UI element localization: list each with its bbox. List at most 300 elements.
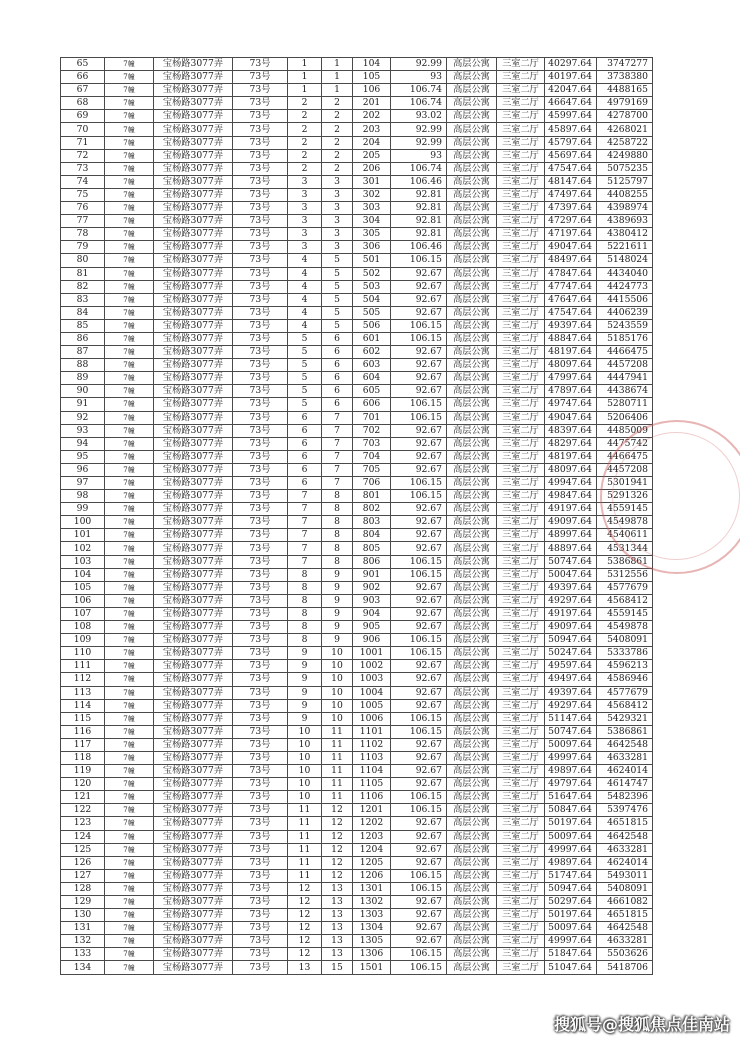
- layout-cell: 三室二厅: [497, 58, 545, 71]
- total-price-cell: 5386861: [597, 725, 653, 738]
- area-cell: 92.67: [391, 673, 447, 686]
- level-cell: 2: [322, 136, 353, 149]
- room-cell: 803: [353, 516, 391, 529]
- row-index: 110: [61, 647, 105, 660]
- layout-cell: 三室二厅: [497, 346, 545, 359]
- house-number-cell: 73号: [233, 215, 288, 228]
- area-cell: 92.67: [391, 529, 447, 542]
- type-cell: 高层公寓: [447, 869, 497, 882]
- building-cell: 7幢: [105, 529, 154, 542]
- area-cell: 106.15: [391, 804, 447, 817]
- house-number-cell: 73号: [233, 791, 288, 804]
- floor-cell: 12: [288, 909, 322, 922]
- floor-cell: 3: [288, 188, 322, 201]
- layout-cell: 三室二厅: [497, 215, 545, 228]
- area-cell: 92.67: [391, 607, 447, 620]
- floor-cell: 4: [288, 254, 322, 267]
- house-number-cell: 73号: [233, 280, 288, 293]
- floor-cell: 6: [288, 437, 322, 450]
- level-cell: 13: [322, 909, 353, 922]
- type-cell: 高层公寓: [447, 267, 497, 280]
- type-cell: 高层公寓: [447, 935, 497, 948]
- type-cell: 高层公寓: [447, 751, 497, 764]
- total-price-cell: 4488165: [597, 84, 653, 97]
- layout-cell: 三室二厅: [497, 751, 545, 764]
- house-number-cell: 73号: [233, 267, 288, 280]
- total-price-cell: 4457208: [597, 463, 653, 476]
- layout-cell: 三室二厅: [497, 254, 545, 267]
- floor-cell: 12: [288, 935, 322, 948]
- type-cell: 高层公寓: [447, 621, 497, 634]
- area-cell: 92.67: [391, 542, 447, 555]
- building-cell: 7幢: [105, 843, 154, 856]
- table-row: [61, 594, 653, 607]
- building-cell: 7幢: [105, 830, 154, 843]
- house-number-cell: 73号: [233, 97, 288, 110]
- road-cell: 宝杨路3077弄: [154, 647, 233, 660]
- type-cell: 高层公寓: [447, 437, 497, 450]
- road-cell: 宝杨路3077弄: [154, 882, 233, 895]
- house-number-cell: 73号: [233, 516, 288, 529]
- room-cell: 504: [353, 293, 391, 306]
- total-price-cell: 5408091: [597, 634, 653, 647]
- road-cell: 宝杨路3077弄: [154, 856, 233, 869]
- layout-cell: 三室二厅: [497, 607, 545, 620]
- row-index: 100: [61, 516, 105, 529]
- type-cell: 高层公寓: [447, 490, 497, 503]
- table-row: [61, 634, 653, 647]
- room-cell: 1104: [353, 765, 391, 778]
- type-cell: 高层公寓: [447, 280, 497, 293]
- building-cell: 7幢: [105, 647, 154, 660]
- floor-cell: 5: [288, 332, 322, 345]
- unit-price-cell: 48897.64: [545, 542, 597, 555]
- row-index: 123: [61, 817, 105, 830]
- total-price-cell: 4568412: [597, 594, 653, 607]
- layout-cell: 三室二厅: [497, 712, 545, 725]
- unit-price-cell: 49997.64: [545, 751, 597, 764]
- area-cell: 92.67: [391, 751, 447, 764]
- layout-cell: 三室二厅: [497, 110, 545, 123]
- room-cell: 902: [353, 581, 391, 594]
- layout-cell: 三室二厅: [497, 463, 545, 476]
- type-cell: 高层公寓: [447, 254, 497, 267]
- unit-price-cell: 50097.64: [545, 830, 597, 843]
- total-price-cell: 4268021: [597, 123, 653, 136]
- room-cell: 701: [353, 411, 391, 424]
- area-cell: 92.67: [391, 280, 447, 293]
- row-index: 88: [61, 359, 105, 372]
- room-cell: 303: [353, 202, 391, 215]
- building-cell: 7幢: [105, 162, 154, 175]
- area-cell: 92.67: [391, 293, 447, 306]
- table-row: [61, 319, 653, 332]
- room-cell: 1101: [353, 725, 391, 738]
- unit-price-cell: 50247.64: [545, 647, 597, 660]
- level-cell: 5: [322, 254, 353, 267]
- house-number-cell: 73号: [233, 621, 288, 634]
- total-price-cell: 4466475: [597, 346, 653, 359]
- house-number-cell: 73号: [233, 634, 288, 647]
- table-row: [61, 398, 653, 411]
- total-price-cell: 4540611: [597, 529, 653, 542]
- road-cell: 宝杨路3077弄: [154, 712, 233, 725]
- row-index: 98: [61, 490, 105, 503]
- building-cell: 7幢: [105, 725, 154, 738]
- area-cell: 106.15: [391, 411, 447, 424]
- house-number-cell: 73号: [233, 581, 288, 594]
- total-price-cell: 4624014: [597, 765, 653, 778]
- area-cell: 106.15: [391, 568, 447, 581]
- unit-price-cell: 47747.64: [545, 280, 597, 293]
- table-row: [61, 385, 653, 398]
- building-cell: 7幢: [105, 372, 154, 385]
- row-index: 76: [61, 202, 105, 215]
- house-number-cell: 73号: [233, 568, 288, 581]
- house-number-cell: 73号: [233, 228, 288, 241]
- type-cell: 高层公寓: [447, 673, 497, 686]
- road-cell: 宝杨路3077弄: [154, 765, 233, 778]
- layout-cell: 三室二厅: [497, 922, 545, 935]
- area-cell: 92.67: [391, 738, 447, 751]
- type-cell: 高层公寓: [447, 385, 497, 398]
- area-cell: 92.67: [391, 896, 447, 909]
- room-cell: 903: [353, 594, 391, 607]
- table-row: [61, 581, 653, 594]
- house-number-cell: 73号: [233, 385, 288, 398]
- house-number-cell: 73号: [233, 503, 288, 516]
- type-cell: 高层公寓: [447, 332, 497, 345]
- house-number-cell: 73号: [233, 162, 288, 175]
- total-price-cell: 5482396: [597, 791, 653, 804]
- type-cell: 高层公寓: [447, 909, 497, 922]
- building-cell: 7幢: [105, 778, 154, 791]
- floor-cell: 11: [288, 856, 322, 869]
- road-cell: 宝杨路3077弄: [154, 673, 233, 686]
- table-row: [61, 555, 653, 568]
- area-cell: 92.67: [391, 516, 447, 529]
- room-cell: 901: [353, 568, 391, 581]
- building-cell: 7幢: [105, 594, 154, 607]
- row-index: 111: [61, 660, 105, 673]
- type-cell: 高层公寓: [447, 241, 497, 254]
- layout-cell: 三室二厅: [497, 594, 545, 607]
- room-cell: 1301: [353, 882, 391, 895]
- area-cell: 92.67: [391, 909, 447, 922]
- room-cell: 1201: [353, 804, 391, 817]
- floor-cell: 4: [288, 280, 322, 293]
- layout-cell: 三室二厅: [497, 516, 545, 529]
- building-cell: 7幢: [105, 621, 154, 634]
- house-number-cell: 73号: [233, 555, 288, 568]
- total-price-cell: 4531344: [597, 542, 653, 555]
- floor-cell: 9: [288, 686, 322, 699]
- row-index: 73: [61, 162, 105, 175]
- unit-price-cell: 47497.64: [545, 188, 597, 201]
- level-cell: 8: [322, 542, 353, 555]
- area-cell: 92.99: [391, 136, 447, 149]
- room-cell: 1105: [353, 778, 391, 791]
- type-cell: 高层公寓: [447, 319, 497, 332]
- level-cell: 10: [322, 673, 353, 686]
- area-cell: 92.67: [391, 621, 447, 634]
- table-row: [61, 293, 653, 306]
- type-cell: 高层公寓: [447, 555, 497, 568]
- type-cell: 高层公寓: [447, 896, 497, 909]
- type-cell: 高层公寓: [447, 136, 497, 149]
- table-row: [61, 228, 653, 241]
- room-cell: 802: [353, 503, 391, 516]
- area-cell: 106.15: [391, 869, 447, 882]
- unit-price-cell: 48097.64: [545, 359, 597, 372]
- floor-cell: 7: [288, 555, 322, 568]
- layout-cell: 三室二厅: [497, 738, 545, 751]
- building-cell: 7幢: [105, 149, 154, 162]
- room-cell: 1304: [353, 922, 391, 935]
- type-cell: 高层公寓: [447, 529, 497, 542]
- house-number-cell: 73号: [233, 778, 288, 791]
- table-row: [61, 490, 653, 503]
- unit-price-cell: 50847.64: [545, 804, 597, 817]
- table-row: [61, 738, 653, 751]
- room-cell: 1302: [353, 896, 391, 909]
- building-cell: 7幢: [105, 202, 154, 215]
- type-cell: 高层公寓: [447, 699, 497, 712]
- floor-cell: 8: [288, 607, 322, 620]
- house-number-cell: 73号: [233, 909, 288, 922]
- road-cell: 宝杨路3077弄: [154, 346, 233, 359]
- road-cell: 宝杨路3077弄: [154, 830, 233, 843]
- room-cell: 1002: [353, 660, 391, 673]
- house-number-cell: 73号: [233, 332, 288, 345]
- level-cell: 11: [322, 765, 353, 778]
- floor-cell: 4: [288, 293, 322, 306]
- road-cell: 宝杨路3077弄: [154, 594, 233, 607]
- type-cell: 高层公寓: [447, 372, 497, 385]
- level-cell: 1: [322, 58, 353, 71]
- floor-cell: 5: [288, 385, 322, 398]
- building-cell: 7幢: [105, 110, 154, 123]
- unit-price-cell: 49097.64: [545, 621, 597, 634]
- house-number-cell: 73号: [233, 843, 288, 856]
- area-cell: 92.67: [391, 424, 447, 437]
- table-row: [61, 869, 653, 882]
- unit-price-cell: 48497.64: [545, 254, 597, 267]
- row-index: 129: [61, 896, 105, 909]
- building-cell: 7幢: [105, 555, 154, 568]
- table-row: [61, 817, 653, 830]
- area-cell: 92.67: [391, 346, 447, 359]
- type-cell: 高层公寓: [447, 856, 497, 869]
- room-cell: 503: [353, 280, 391, 293]
- house-number-cell: 73号: [233, 660, 288, 673]
- total-price-cell: 4568412: [597, 699, 653, 712]
- unit-price-cell: 49047.64: [545, 411, 597, 424]
- unit-price-cell: 47647.64: [545, 293, 597, 306]
- road-cell: 宝杨路3077弄: [154, 188, 233, 201]
- road-cell: 宝杨路3077弄: [154, 319, 233, 332]
- table-row: [61, 215, 653, 228]
- floor-cell: 11: [288, 843, 322, 856]
- room-cell: 301: [353, 175, 391, 188]
- area-cell: 92.67: [391, 856, 447, 869]
- layout-cell: 三室二厅: [497, 188, 545, 201]
- house-number-cell: 73号: [233, 254, 288, 267]
- building-cell: 7幢: [105, 896, 154, 909]
- building-cell: 7幢: [105, 660, 154, 673]
- layout-cell: 三室二厅: [497, 830, 545, 843]
- table-row: [61, 84, 653, 97]
- total-price-cell: 4278700: [597, 110, 653, 123]
- road-cell: 宝杨路3077弄: [154, 437, 233, 450]
- table-row: [61, 516, 653, 529]
- type-cell: 高层公寓: [447, 594, 497, 607]
- room-cell: 1205: [353, 856, 391, 869]
- road-cell: 宝杨路3077弄: [154, 71, 233, 84]
- road-cell: 宝杨路3077弄: [154, 84, 233, 97]
- area-cell: 92.67: [391, 450, 447, 463]
- road-cell: 宝杨路3077弄: [154, 149, 233, 162]
- total-price-cell: 4596213: [597, 660, 653, 673]
- layout-cell: 三室二厅: [497, 372, 545, 385]
- layout-cell: 三室二厅: [497, 490, 545, 503]
- room-cell: 1306: [353, 948, 391, 961]
- floor-cell: 3: [288, 202, 322, 215]
- house-number-cell: 73号: [233, 948, 288, 961]
- area-cell: 92.67: [391, 922, 447, 935]
- road-cell: 宝杨路3077弄: [154, 922, 233, 935]
- area-cell: 92.67: [391, 581, 447, 594]
- floor-cell: 9: [288, 673, 322, 686]
- area-cell: 92.67: [391, 765, 447, 778]
- level-cell: 12: [322, 869, 353, 882]
- road-cell: 宝杨路3077弄: [154, 241, 233, 254]
- row-index: 134: [61, 961, 105, 974]
- building-cell: 7幢: [105, 58, 154, 71]
- road-cell: 宝杨路3077弄: [154, 332, 233, 345]
- level-cell: 6: [322, 359, 353, 372]
- total-price-cell: 4380412: [597, 228, 653, 241]
- unit-price-cell: 47997.64: [545, 372, 597, 385]
- total-price-cell: 4447941: [597, 372, 653, 385]
- floor-cell: 6: [288, 463, 322, 476]
- floor-cell: 4: [288, 267, 322, 280]
- layout-cell: 三室二厅: [497, 175, 545, 188]
- road-cell: 宝杨路3077弄: [154, 490, 233, 503]
- area-cell: 92.67: [391, 817, 447, 830]
- unit-price-cell: 40297.64: [545, 58, 597, 71]
- area-cell: 92.67: [391, 372, 447, 385]
- floor-cell: 11: [288, 817, 322, 830]
- unit-price-cell: 49897.64: [545, 856, 597, 869]
- table-row: [61, 935, 653, 948]
- room-cell: 1305: [353, 935, 391, 948]
- level-cell: 8: [322, 503, 353, 516]
- table-row: [61, 961, 653, 974]
- layout-cell: 三室二厅: [497, 935, 545, 948]
- area-cell: 106.15: [391, 647, 447, 660]
- unit-price-cell: 49297.64: [545, 699, 597, 712]
- floor-cell: 2: [288, 136, 322, 149]
- table-row: [61, 97, 653, 110]
- room-cell: 505: [353, 306, 391, 319]
- floor-cell: 5: [288, 346, 322, 359]
- building-cell: 7幢: [105, 424, 154, 437]
- table-row: [61, 58, 653, 71]
- table-row: [61, 71, 653, 84]
- floor-cell: 8: [288, 621, 322, 634]
- row-index: 90: [61, 385, 105, 398]
- floor-cell: 10: [288, 778, 322, 791]
- building-cell: 7幢: [105, 738, 154, 751]
- room-cell: 1203: [353, 830, 391, 843]
- row-index: 84: [61, 306, 105, 319]
- area-cell: 92.67: [391, 503, 447, 516]
- layout-cell: 三室二厅: [497, 725, 545, 738]
- type-cell: 高层公寓: [447, 162, 497, 175]
- building-cell: 7幢: [105, 817, 154, 830]
- row-index: 121: [61, 791, 105, 804]
- total-price-cell: 3738380: [597, 71, 653, 84]
- unit-price-cell: 50747.64: [545, 725, 597, 738]
- row-index: 120: [61, 778, 105, 791]
- table-row: [61, 503, 653, 516]
- table-row: [61, 332, 653, 345]
- level-cell: 2: [322, 149, 353, 162]
- type-cell: 高层公寓: [447, 882, 497, 895]
- table-row: [61, 241, 653, 254]
- type-cell: 高层公寓: [447, 712, 497, 725]
- building-cell: 7幢: [105, 398, 154, 411]
- level-cell: 5: [322, 267, 353, 280]
- house-number-cell: 73号: [233, 175, 288, 188]
- road-cell: 宝杨路3077弄: [154, 463, 233, 476]
- layout-cell: 三室二厅: [497, 660, 545, 673]
- level-cell: 6: [322, 332, 353, 345]
- building-cell: 7幢: [105, 568, 154, 581]
- road-cell: 宝杨路3077弄: [154, 686, 233, 699]
- road-cell: 宝杨路3077弄: [154, 581, 233, 594]
- floor-cell: 8: [288, 634, 322, 647]
- floor-cell: 2: [288, 97, 322, 110]
- total-price-cell: 5243559: [597, 319, 653, 332]
- unit-price-cell: 49997.64: [545, 843, 597, 856]
- unit-price-cell: 45797.64: [545, 136, 597, 149]
- total-price-cell: 4549878: [597, 516, 653, 529]
- road-cell: 宝杨路3077弄: [154, 123, 233, 136]
- type-cell: 高层公寓: [447, 961, 497, 974]
- unit-price-cell: 48197.64: [545, 346, 597, 359]
- unit-price-cell: 47397.64: [545, 202, 597, 215]
- layout-cell: 三室二厅: [497, 162, 545, 175]
- level-cell: 10: [322, 712, 353, 725]
- table-row: [61, 424, 653, 437]
- table-row: [61, 647, 653, 660]
- area-cell: 92.99: [391, 123, 447, 136]
- house-number-cell: 73号: [233, 699, 288, 712]
- total-price-cell: 4485009: [597, 424, 653, 437]
- building-cell: 7幢: [105, 97, 154, 110]
- table-row: [61, 725, 653, 738]
- house-number-cell: 73号: [233, 725, 288, 738]
- house-number-cell: 73号: [233, 594, 288, 607]
- unit-price-cell: 50097.64: [545, 922, 597, 935]
- room-cell: 204: [353, 136, 391, 149]
- room-cell: 501: [353, 254, 391, 267]
- road-cell: 宝杨路3077弄: [154, 162, 233, 175]
- level-cell: 2: [322, 97, 353, 110]
- row-index: 68: [61, 97, 105, 110]
